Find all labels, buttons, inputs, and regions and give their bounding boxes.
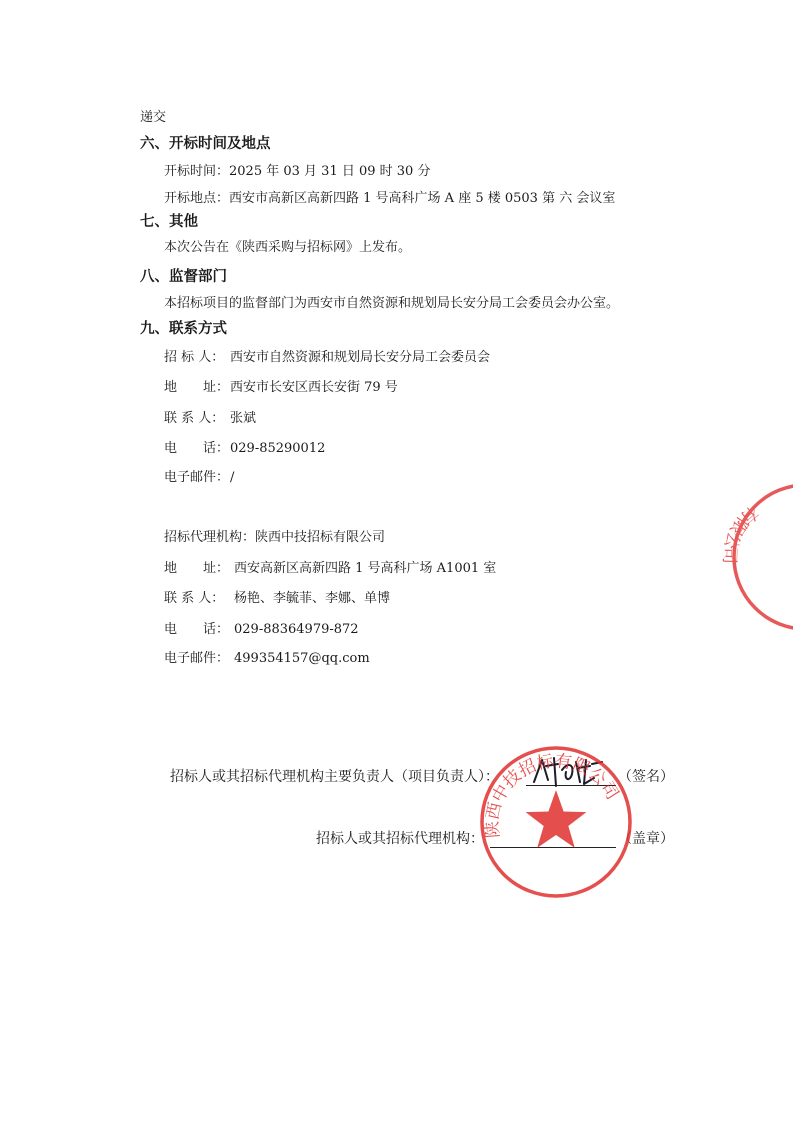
agency-phone-label: 电 话： bbox=[164, 622, 230, 637]
agency-name-value: 陕西中技招标有限公司 bbox=[255, 530, 386, 545]
tenderer-phone-value: 029-85290012 bbox=[230, 441, 326, 456]
edge-seal-ring bbox=[734, 485, 793, 629]
opening-place-value: 西安市高新区高新四路 1 号高科广场 A 座 5 楼 0503 第 六 会议室 bbox=[229, 191, 616, 206]
heading-opening-time-place: 六、开标时间及地点 bbox=[140, 136, 271, 152]
seal-label: 招标人或其招标代理机构： bbox=[316, 831, 484, 847]
tenderer-name-label: 招 标 人： bbox=[164, 350, 225, 365]
agency-email-label: 电子邮件： bbox=[164, 651, 230, 666]
tenderer-name-value: 西安市自然资源和规划局长安分局工会委员会 bbox=[230, 350, 491, 365]
company-seal bbox=[476, 742, 636, 902]
seal-suffix: （盖章） bbox=[618, 831, 674, 847]
agency-email-value: 499354157@qq.com bbox=[234, 651, 370, 666]
seal-text: 陕西中技招标有限公司 bbox=[482, 751, 623, 839]
agency-contact-value: 杨艳、李毓菲、李娜、单博 bbox=[234, 591, 391, 606]
agency-contact-label: 联 系 人： bbox=[164, 591, 225, 606]
edge-seal-text: 有限公司 bbox=[718, 501, 762, 565]
heading-contact: 九、联系方式 bbox=[140, 321, 227, 337]
tenderer-contact-row bbox=[164, 411, 256, 427]
agency-name-row bbox=[164, 530, 385, 546]
seal-star-icon bbox=[526, 790, 587, 848]
other-text: 本次公告在《陕西采购与招标网》上发布。 bbox=[164, 240, 412, 255]
agency-address-value: 西安高新区高新四路 1 号高科广场 A1001 室 bbox=[234, 561, 497, 576]
agency-contact-row bbox=[164, 591, 390, 607]
tenderer-contact-label: 联 系 人： bbox=[164, 411, 225, 426]
opening-time-row bbox=[164, 164, 430, 180]
agency-address-label: 地 址： bbox=[164, 561, 230, 576]
opening-time-value: 2025 年 03 月 31 日 09 时 30 分 bbox=[229, 164, 431, 179]
heading-supervision: 八、监督部门 bbox=[140, 269, 227, 285]
tenderer-name-row bbox=[164, 350, 490, 366]
carryover-text: 递交 bbox=[140, 110, 167, 125]
agency-phone-row bbox=[164, 622, 359, 638]
tenderer-email-label: 电子邮件： bbox=[164, 470, 230, 485]
opening-place-label: 开标地点： bbox=[164, 191, 230, 206]
tenderer-address-value: 西安市长安区西长安街 79 号 bbox=[230, 380, 398, 395]
tenderer-phone-label: 电 话： bbox=[164, 441, 230, 456]
tenderer-address-row bbox=[164, 380, 398, 396]
tenderer-email-row bbox=[164, 470, 234, 486]
agency-address-row bbox=[164, 561, 496, 577]
tenderer-phone-row bbox=[164, 441, 325, 457]
tenderer-contact-value: 张斌 bbox=[230, 411, 257, 426]
sign-suffix: （签名） bbox=[618, 769, 674, 785]
heading-other: 七、其他 bbox=[140, 214, 198, 230]
opening-place-row bbox=[164, 191, 615, 207]
sign-label: 招标人或其招标代理机构主要负责人（项目负责人）： bbox=[170, 769, 499, 785]
edge-seal bbox=[718, 482, 793, 632]
tenderer-address-label: 地 址： bbox=[164, 380, 230, 395]
agency-name-label: 招标代理机构： bbox=[164, 530, 256, 545]
agency-email-row bbox=[164, 651, 370, 667]
supervision-text: 本招标项目的监督部门为西安市自然资源和规划局长安分局工会委员会办公室。 bbox=[164, 296, 620, 311]
agency-phone-value: 029-88364979-872 bbox=[234, 622, 359, 637]
tenderer-email-value: / bbox=[230, 470, 235, 485]
opening-time-label: 开标时间： bbox=[164, 164, 230, 179]
